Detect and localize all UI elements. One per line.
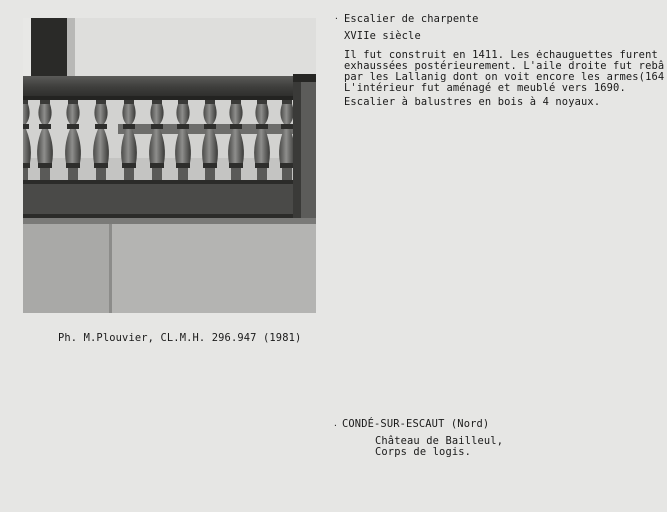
- description-line: Il fut construit en 1411. Les échauguettes furent: [344, 50, 658, 61]
- bullet-marker: ·: [334, 14, 339, 23]
- location-part: Corps de logis.: [375, 446, 472, 458]
- location-building: Château de Bailleul,: [375, 435, 504, 447]
- location-town: CONDÉ-SUR-ESCAUT (Nord): [342, 418, 490, 430]
- description-line: exhaussées postérieurement. L'aile droite fut rebâ: [344, 60, 665, 72]
- record-note: Escalier à balustres en bois à 4 noyaux.: [344, 96, 601, 108]
- record-title: Escalier de charpente: [344, 13, 479, 25]
- staircase-photograph: [23, 18, 316, 313]
- record-description: [344, 50, 667, 98]
- photo-credit: Ph. M.Plouvier, CL.M.H. 296.947 (1981): [58, 332, 302, 344]
- description-line: par les Lallanig dont on voit encore les armes(164: [344, 71, 665, 83]
- description-line: L'intérieur fut aménagé et meublé vers 1690.: [344, 82, 626, 94]
- record-century: XVIIe siècle: [344, 30, 421, 42]
- balustrade-image: [23, 18, 316, 313]
- bullet-marker: ·: [333, 421, 338, 430]
